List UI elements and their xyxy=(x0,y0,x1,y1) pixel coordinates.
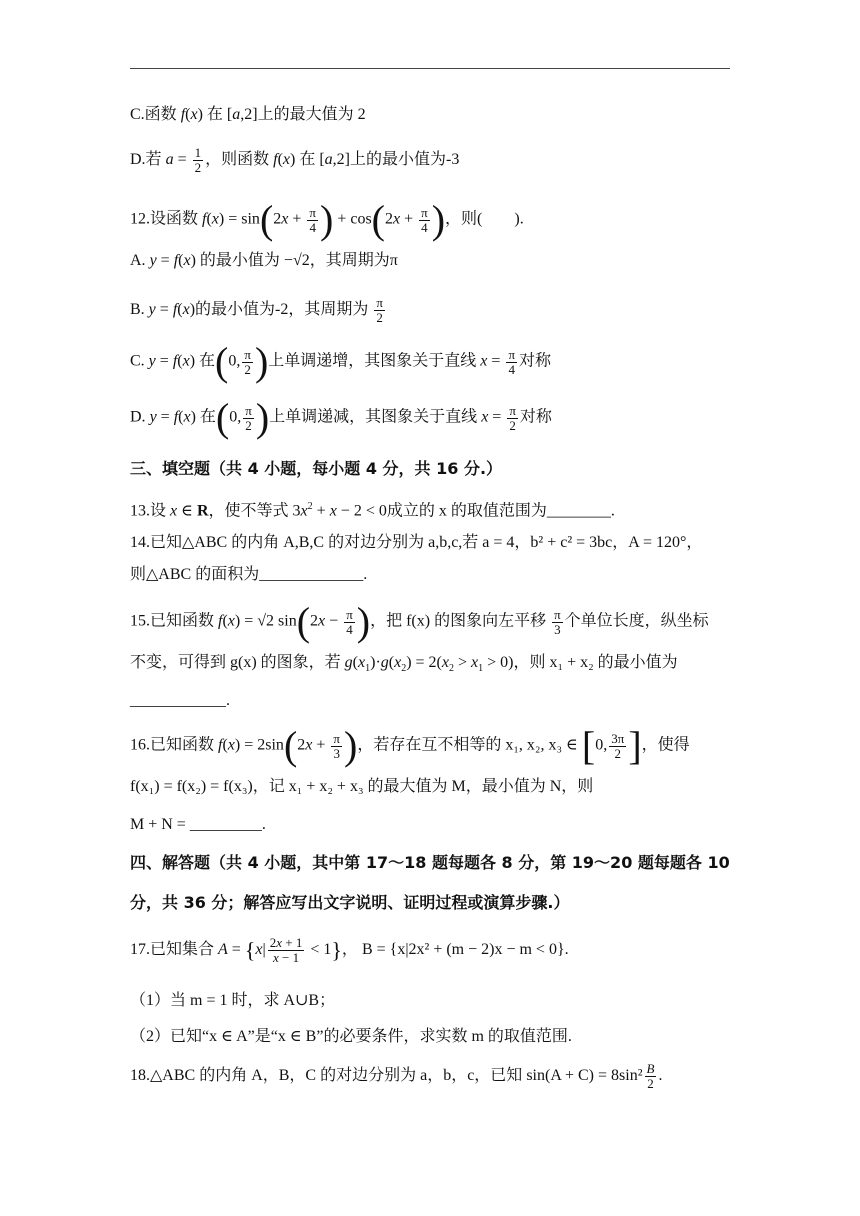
option-c-11: C.函数 f(x) 在 [a,2]上的最大值为 2 xyxy=(130,106,366,123)
question-15-line-3: ____________. xyxy=(130,692,230,709)
question-15-line-2: 不变，可得到 g(x) 的图象，若 $g(x_1)\cdot g(x_2) = 2(x_2 > x_1 > 0)$，则 x₁ + x₂ 的最小值为 xyxy=(130,654,678,675)
question-16-line-2: f(x₁) = f(x₂) = f(x₃)，记 x₁ + x₂ + x₃ 的最大值为 M，最小值为 N，则 xyxy=(130,778,594,795)
question-15-line-1: 15.已知函数 f(x) = √2 sin(2x − $\frac{\pi}{4}$ )，把 f(x) 的图象向左平移 $\frac{\pi}{3}$ 个单位长度，纵坐标 xyxy=(130,599,709,644)
question-17-part-1: （1）当 m = 1 时，求 A∪B； xyxy=(130,992,336,1009)
question-17: 17.已知集合 A = {x| $\frac{2x + 1}{x - 1}$ < 1}， B = {x|2x² + (m − 2)x − m < 0}. xyxy=(130,935,569,965)
question-16-line-3: M + N = _________. xyxy=(130,816,266,833)
question-14-line-1: 14.已知△ABC 的内角 A,B,C 的对边分别为 a,b,c,若 a = 4，b² + c² = 3bc，A = 120°， xyxy=(130,534,703,551)
option-d-12: D. y = f(x) 在(0, $\frac{\pi}{2}$ )上单调递减，其图象关于直线 x = $\frac{\pi}{2}$ 对称 xyxy=(130,395,552,440)
question-13: 13.设 x ∈ R，使不等式 $3x^2 + x - 2 < 0$成立的 x 的取值范围为________. xyxy=(130,501,615,520)
option-b-12: B. y = f(x)的最小值为-2，其周期为 $\frac{\pi}{2}$ xyxy=(130,295,383,325)
question-12: 12.设函数 f(x) = sin(2x + $\frac{\pi}{4}$ ) + cos(2x + $\frac{\pi}{4}$ )，则( ). xyxy=(130,197,524,242)
section-4-heading-line-2: 分，共 36 分；解答应写出文字说明、证明过程或演算步骤.） xyxy=(130,893,570,912)
option-c-12: C. y = f(x) 在(0, $\frac{\pi}{2}$ )上单调递增，其图象关于直线 x = $\frac{\pi}{4}$ 对称 xyxy=(130,339,552,384)
option-a-12: A. y = f(x) 的最小值为 −√2，其周期为π xyxy=(130,252,398,269)
header-rule xyxy=(130,68,730,69)
section-4-heading-line-1: 四、解答题（共 4 小题，其中第 17～18 题每题各 8 分，第 19～20 题每题各 10 xyxy=(130,853,730,872)
question-17-part-2: （2）已知“x ∈ A”是“x ∈ B”的必要条件，求实数 m 的取值范围. xyxy=(130,1028,572,1045)
question-14-line-2: 则△ABC 的面积为_____________. xyxy=(130,566,368,583)
section-3-heading: 三、填空题（共 4 小题，每小题 4 分，共 16 分.） xyxy=(130,459,503,478)
question-16-line-1: 16.已知函数 f(x) = 2sin(2x + $\frac{\pi}{3}$ )，若存在互不相等的 x₁, x₂, x₃ ∈ [0, $\frac{3\pi}{2}$ ]，使得 xyxy=(130,723,690,768)
option-d-11: D.若 a = $\frac{1}{2}$ ，则函数 f(x) 在 [a,2]上的最小值为-3 xyxy=(130,145,460,175)
question-18: 18.△ABC 的内角 A，B，C 的对边分别为 a，b，c，已知 sin(A + C) = 8sin² $\frac{B}{2}$ . xyxy=(130,1061,663,1091)
